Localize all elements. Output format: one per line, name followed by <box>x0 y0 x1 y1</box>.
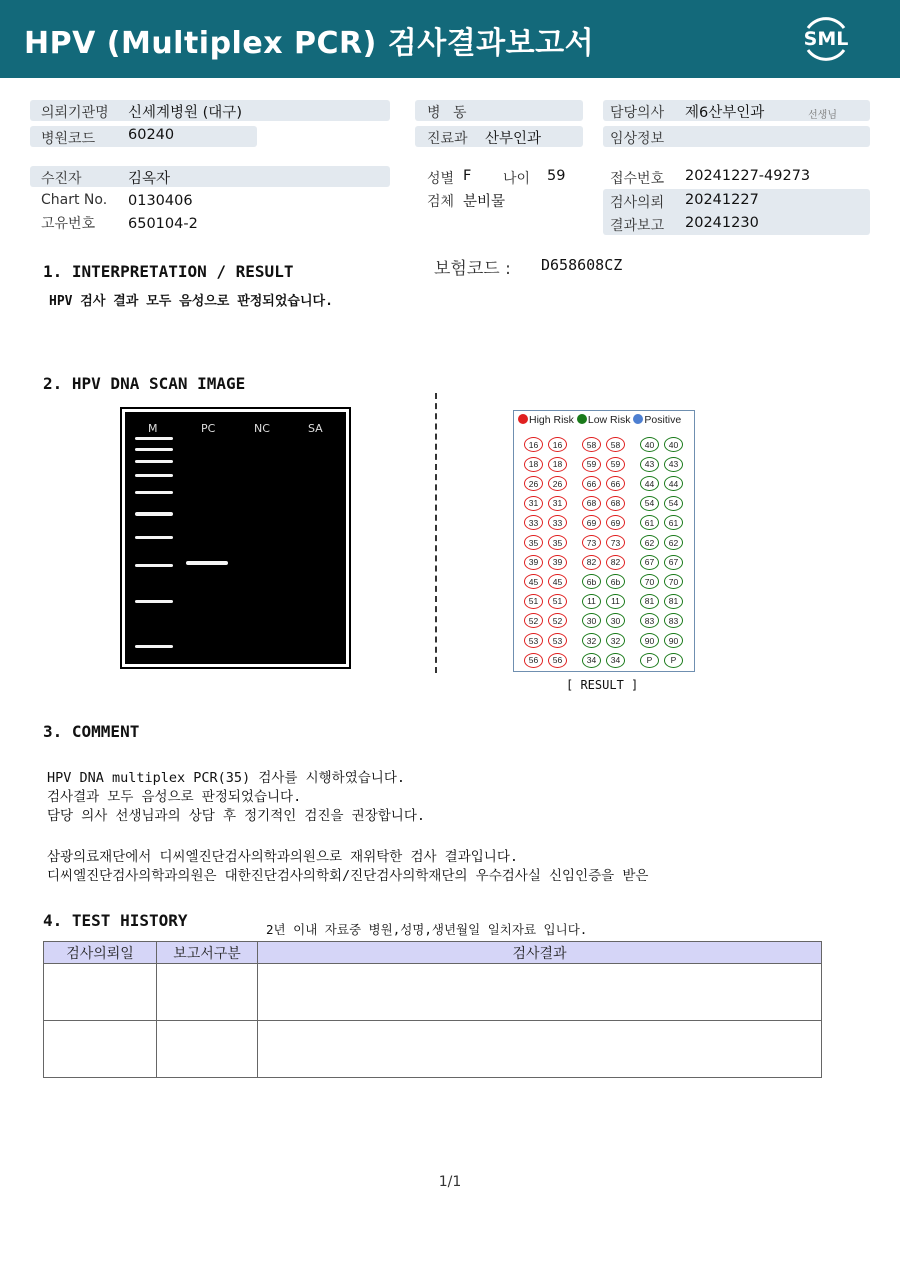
genotype-cell: P <box>664 653 683 668</box>
genotype-cell: 83 <box>664 613 683 628</box>
genotype-cell: 67 <box>640 555 659 570</box>
request-date-label: 검사의뢰 <box>610 195 665 211</box>
genotype-cell: 18 <box>548 457 567 472</box>
genotype-cell: 82 <box>582 555 601 570</box>
legend-pos: Positive <box>644 414 682 426</box>
genotype-cell: 68 <box>606 496 625 511</box>
sex-label: 성별 <box>427 171 455 187</box>
high-risk-dot <box>518 414 528 424</box>
lane-label: NC <box>254 422 270 435</box>
result-caption: [ RESULT ] <box>566 678 639 692</box>
genotype-cell: 11 <box>606 594 625 609</box>
genotype-cell: 90 <box>640 633 659 648</box>
positive-dot <box>633 414 643 424</box>
genotype-cell: 56 <box>548 653 567 668</box>
info-bar <box>30 166 390 187</box>
genotype-cell: 31 <box>548 496 567 511</box>
legend <box>518 414 681 426</box>
ladder-band <box>135 512 173 516</box>
section-history-title: 4. TEST HISTORY <box>43 911 188 930</box>
hospital-code-value: 60240 <box>128 127 175 143</box>
divider <box>435 393 437 673</box>
comment-line: 디씨엘진단검사의학과의원은 대한진단검사의학회/진단검사의학재단의 우수검사실 신임인증을 받은 <box>47 868 649 884</box>
dept-value: 산부인과 <box>485 131 542 147</box>
genotype-cell: 30 <box>582 613 601 628</box>
ladder-band <box>135 536 173 539</box>
comment-line: 담당 의사 선생님과의 상담 후 정기적인 검진을 권장합니다. <box>47 808 426 824</box>
age-value: 59 <box>547 168 566 184</box>
genotype-cell: 59 <box>606 457 625 472</box>
genotype-cell: 16 <box>548 437 567 452</box>
genotype-cell: 62 <box>664 535 683 550</box>
report-date-label: 결과보고 <box>610 218 665 234</box>
history-table <box>43 941 822 1078</box>
genotype-cell: 58 <box>606 437 625 452</box>
genotype-cell: 34 <box>606 653 625 668</box>
genotype-cell: 61 <box>664 515 683 530</box>
genotype-cell: 44 <box>664 476 683 491</box>
sex-value: F <box>463 168 472 184</box>
genotype-cell: 66 <box>606 476 625 491</box>
genotype-cell: 16 <box>524 437 543 452</box>
comment-line: 삼광의료재단에서 디씨엘진단검사의학과의원으로 재위탁한 검사 결과입니다. <box>47 849 518 865</box>
col-request-date: 검사의뢰일 <box>44 942 157 964</box>
lane-label: SA <box>308 422 323 435</box>
patient-value: 김옥자 <box>128 171 171 187</box>
genotype-cell: 11 <box>582 594 601 609</box>
genotype-cell: 51 <box>548 594 567 609</box>
ladder-band <box>135 645 173 648</box>
doctor-suffix: 선생님 <box>808 110 837 121</box>
low-risk-dot <box>577 414 587 424</box>
dept-label: 진료과 <box>427 131 468 147</box>
genotype-cell: 61 <box>640 515 659 530</box>
legend-high: High Risk <box>529 414 574 426</box>
genotype-cell: 31 <box>524 496 543 511</box>
genotype-cell: 59 <box>582 457 601 472</box>
genotype-cell: 44 <box>640 476 659 491</box>
ladder-band <box>135 600 173 603</box>
genotype-cell: 26 <box>548 476 567 491</box>
comment-line: HPV DNA multiplex PCR(35) 검사를 시행하였습니다. <box>47 770 405 786</box>
svg-text:SML: SML <box>803 28 849 50</box>
genotype-cell: 73 <box>606 535 625 550</box>
doctor-value: 제6산부인과 <box>685 105 765 121</box>
genotype-cell: 39 <box>548 555 567 570</box>
receipt-value: 20241227-49273 <box>685 168 811 184</box>
ladder-band <box>135 460 173 463</box>
genotype-cell: 53 <box>524 633 543 648</box>
receipt-label: 접수번호 <box>610 171 665 187</box>
genotype-cell: 34 <box>582 653 601 668</box>
sml-logo-icon <box>798 12 854 66</box>
genotype-cell: 52 <box>524 613 543 628</box>
genotype-cell: 82 <box>606 555 625 570</box>
table-row <box>44 964 822 1021</box>
genotype-cell: 43 <box>664 457 683 472</box>
pc-band <box>186 561 228 565</box>
genotype-cell: 62 <box>640 535 659 550</box>
genotype-cell: 18 <box>524 457 543 472</box>
col-report-type: 보고서구분 <box>157 942 258 964</box>
hospital-code-label: 병원코드 <box>41 131 96 147</box>
result-panel <box>513 410 695 672</box>
report-date-value: 20241230 <box>685 215 759 231</box>
genotype-cell: 70 <box>664 574 683 589</box>
genotype-cell: 73 <box>582 535 601 550</box>
genotype-cell: 81 <box>640 594 659 609</box>
unique-label: 고유번호 <box>41 216 96 232</box>
genotype-cell: P <box>640 653 659 668</box>
genotype-cell: 67 <box>664 555 683 570</box>
ladder-band <box>135 564 173 567</box>
unique-value: 650104-2 <box>128 216 198 232</box>
genotype-cell: 40 <box>664 437 683 452</box>
section-interpretation-title: 1. INTERPRETATION / RESULT <box>43 262 294 281</box>
genotype-cell: 39 <box>524 555 543 570</box>
ladder-band <box>135 474 173 477</box>
requester-value: 신세계병원 (대구) <box>128 105 242 121</box>
genotype-cell: 66 <box>582 476 601 491</box>
genotype-cell: 52 <box>548 613 567 628</box>
comment-line: 검사결과 모두 음성으로 판정되었습니다. <box>47 789 302 805</box>
section-scan-title: 2. HPV DNA SCAN IMAGE <box>43 374 246 393</box>
genotype-cell: 32 <box>606 633 625 648</box>
ladder-band <box>135 437 173 440</box>
report-header <box>0 0 900 78</box>
chart-value: 0130406 <box>128 193 193 209</box>
genotype-cell: 69 <box>606 515 625 530</box>
specimen-label: 검체 <box>427 194 455 210</box>
genotype-cell: 33 <box>548 515 567 530</box>
genotype-cell: 70 <box>640 574 659 589</box>
col-result: 검사결과 <box>258 942 822 964</box>
genotype-cell: 69 <box>582 515 601 530</box>
genotype-cell: 51 <box>524 594 543 609</box>
genotype-cell: 56 <box>524 653 543 668</box>
genotype-cell: 81 <box>664 594 683 609</box>
genotype-cell: 35 <box>524 535 543 550</box>
section-comment-title: 3. COMMENT <box>43 722 140 741</box>
insurance-label: 보험코드 : <box>434 259 511 279</box>
genotype-cell: 26 <box>524 476 543 491</box>
report-title: HPV (Multiplex PCR) 검사결과보고서 <box>24 26 595 61</box>
age-label: 나이 <box>503 171 531 187</box>
lane-label: PC <box>201 422 216 435</box>
genotype-cell: 54 <box>664 496 683 511</box>
legend-low: Low Risk <box>587 414 631 426</box>
history-note: 2년 이내 자료중 병원,성명,생년월일 일치자료 입니다. <box>266 922 588 937</box>
genotype-cell: 32 <box>582 633 601 648</box>
genotype-cell: 33 <box>524 515 543 530</box>
genotype-cell: 6b <box>606 574 625 589</box>
genotype-cell: 40 <box>640 437 659 452</box>
patient-label: 수진자 <box>41 171 82 187</box>
clinical-label: 임상정보 <box>610 131 665 147</box>
ladder-band <box>135 491 173 494</box>
genotype-cell: 45 <box>524 574 543 589</box>
genotype-cell: 83 <box>640 613 659 628</box>
request-date-value: 20241227 <box>685 192 759 208</box>
genotype-cell: 90 <box>664 633 683 648</box>
genotype-cell: 43 <box>640 457 659 472</box>
insurance-code: D658608CZ <box>541 256 623 274</box>
genotype-cell: 53 <box>548 633 567 648</box>
specimen-value: 분비물 <box>463 194 506 210</box>
genotype-cell: 68 <box>582 496 601 511</box>
requester-label: 의뢰기관명 <box>41 105 109 121</box>
lane-label: M <box>148 422 158 435</box>
interpretation-result: HPV 검사 결과 모두 음성으로 판정되었습니다. <box>49 294 333 309</box>
genotype-cell: 45 <box>548 574 567 589</box>
genotype-cell: 6b <box>582 574 601 589</box>
ward-label: 병 동 <box>427 105 471 121</box>
genotype-cell: 58 <box>582 437 601 452</box>
ladder-band <box>135 448 173 451</box>
page-number: 1/1 <box>438 1174 462 1190</box>
chart-label: Chart No. <box>41 192 108 208</box>
genotype-cell: 54 <box>640 496 659 511</box>
genotype-cell: 35 <box>548 535 567 550</box>
gel-image <box>122 409 349 667</box>
doctor-label: 담당의사 <box>610 105 665 121</box>
table-row <box>44 1021 822 1078</box>
genotype-cell: 30 <box>606 613 625 628</box>
